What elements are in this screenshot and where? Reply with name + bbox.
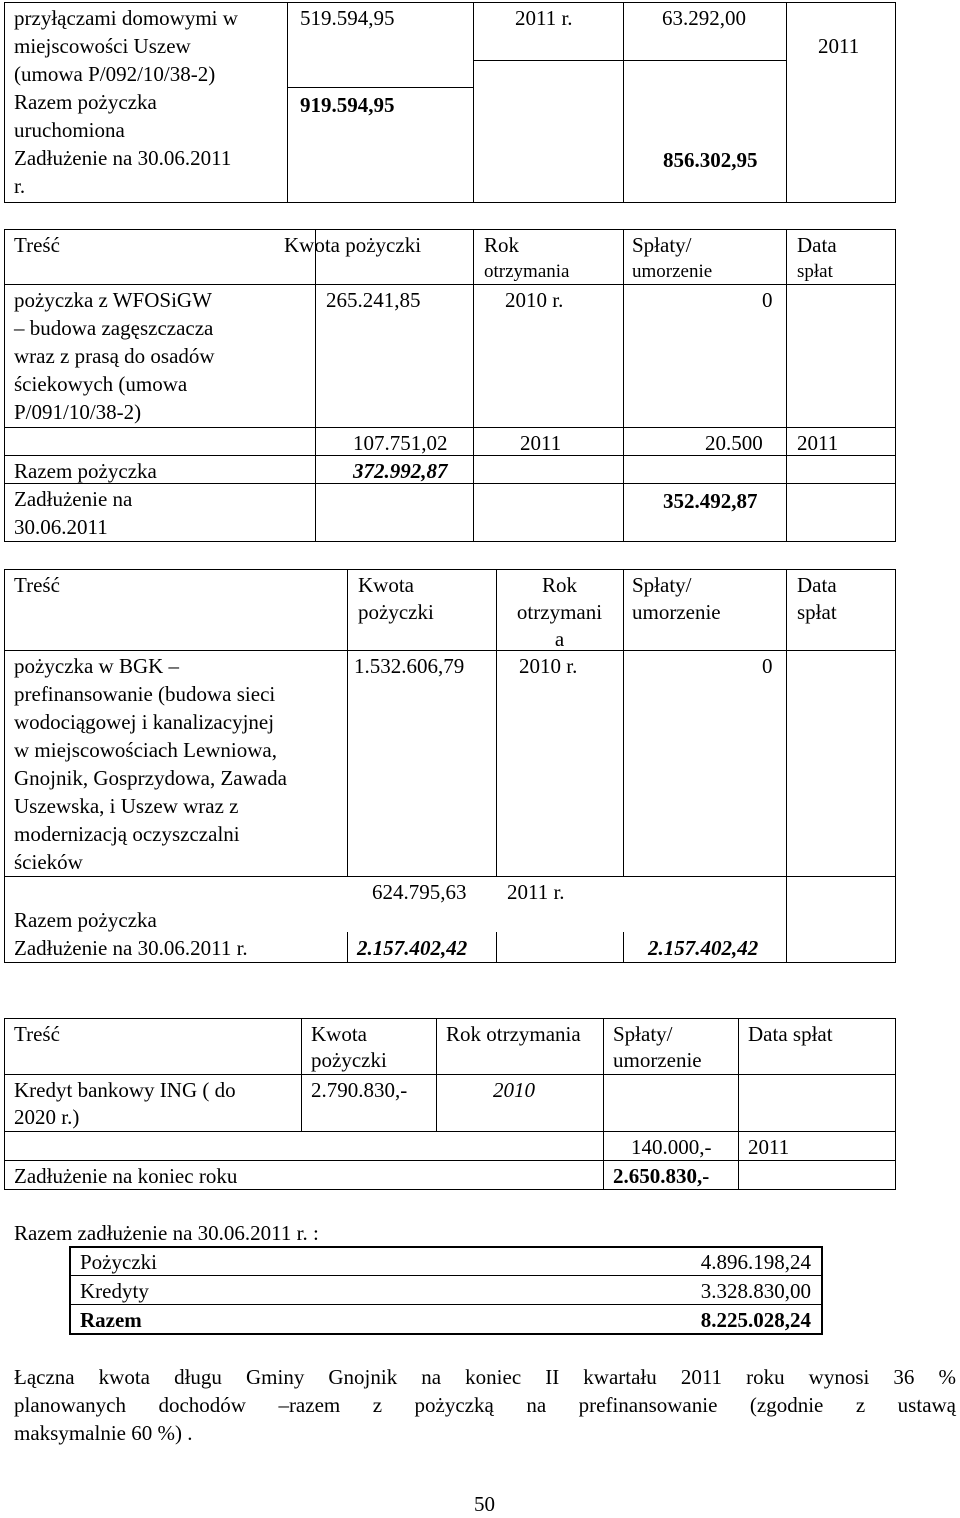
- page-number: 50: [474, 1492, 495, 1516]
- t2-header-splaty: umorzenie: [632, 261, 713, 282]
- t3-year: 2011 r.: [507, 880, 565, 904]
- t4-header-splaty: umorzenie: [613, 1048, 702, 1072]
- t3-label-line: ścieków: [14, 850, 83, 874]
- t1-label-line: Razem pożyczka: [14, 90, 157, 114]
- summary-value: 4.896.198,24: [700, 1250, 811, 1274]
- t3-label-line: Gnojnik, Gosprzydowa, Zawada: [14, 766, 287, 790]
- t1-label-line: r.: [14, 174, 26, 198]
- t2-label-line: ściekowych (umowa: [14, 372, 188, 396]
- t4-debt: 2.650.830,-: [613, 1164, 710, 1188]
- t4-header-kwota: Kwota: [311, 1022, 367, 1046]
- t3-label-line: prefinansowanie (budowa sieci: [14, 682, 276, 706]
- t2-debt-label: Zadłużenie na: [14, 487, 133, 511]
- t4-label: 2020 r.): [14, 1105, 80, 1129]
- t4-debt-label: Zadłużenie na koniec roku: [14, 1164, 238, 1188]
- t2-label-line: – budowa zagęszczacza: [14, 316, 214, 340]
- t1-label-line: przyłączami domowymi w: [14, 6, 238, 30]
- t3-label-line: modernizacją oczyszczalni: [14, 822, 240, 846]
- t4-header-splaty: Spłaty/: [613, 1022, 673, 1046]
- t2-debt-label: 30.06.2011: [14, 515, 108, 539]
- t3-amount: 624.795,63: [372, 880, 467, 904]
- t4-date: 2011: [748, 1135, 790, 1159]
- t2-header-splaty: Spłaty/: [632, 233, 692, 257]
- t1-label-line: uruchomiona: [14, 118, 125, 142]
- t2-date: 2011: [797, 431, 839, 455]
- t2-debt: 352.492,87: [663, 489, 758, 513]
- t3-header-splaty: umorzenie: [632, 600, 721, 624]
- t2-header-rok: Rok: [484, 233, 520, 257]
- t4-header-data: Data spłat: [748, 1022, 833, 1046]
- t3-debt-label: Zadłużenie na 30.06.2011 r.: [14, 936, 248, 960]
- t3-amount: 1.532.606,79: [354, 654, 465, 678]
- t3-header-kwota: pożyczki: [358, 600, 434, 624]
- t2-year: 2011: [520, 431, 562, 455]
- t1-label-line: (umowa P/092/10/38-2): [14, 62, 216, 86]
- t2-label-line: pożyczka z WFOSiGW: [14, 288, 212, 312]
- t2-header-data: Data: [797, 233, 837, 257]
- t3-year: 2010 r.: [519, 654, 578, 678]
- t3-repayment: 0: [762, 654, 773, 678]
- t3-label-line: wodociągowej i kanalizacyjnej: [14, 710, 275, 734]
- summary-label: Kredyty: [80, 1279, 149, 1303]
- summary-label: Pożyczki: [80, 1250, 157, 1274]
- t1-label-line: miejscowości Uszew: [14, 34, 191, 58]
- t1-total: 919.594,95: [300, 93, 395, 117]
- t4-label: Kredyt bankowy ING ( do: [14, 1078, 236, 1102]
- t2-label-line: wraz z prasą do osadów: [14, 344, 215, 368]
- t1-date: 2011: [818, 34, 860, 58]
- t1-year: 2011 r.: [515, 6, 573, 30]
- t2-total-label: Razem pożyczka: [14, 459, 157, 483]
- t3-header-rok: a: [554, 627, 565, 651]
- t2-header-kwota: Kwota pożyczki: [284, 233, 422, 257]
- paragraph-line: Łączna kwota długu Gminy Gnojnik na koniec II kwartału 2011 roku wynosi 36 %: [14, 1365, 956, 1389]
- summary-value: 3.328.830,00: [700, 1279, 811, 1303]
- t2-year: 2010 r.: [505, 288, 564, 312]
- t4-repayment: 140.000,-: [631, 1135, 712, 1159]
- t2-label-line: P/091/10/38-2): [14, 400, 142, 424]
- t3-total: 2.157.402,42: [357, 936, 468, 960]
- summary-label: Razem: [80, 1308, 142, 1332]
- t4-amount: 2.790.830,-: [311, 1078, 408, 1102]
- t2-header-data: spłat: [797, 261, 833, 282]
- t2-header-rok: otrzymania: [484, 261, 570, 282]
- t4-header-rok: Rok otrzymania: [446, 1022, 581, 1046]
- t2-total: 372.992,87: [353, 459, 448, 483]
- t1-repayment: 63.292,00: [662, 6, 746, 30]
- t3-header-rok: otrzymani: [516, 600, 603, 624]
- t3-label-line: w miejscowościach Lewniowa,: [14, 738, 278, 762]
- t3-header-tresc: Treść: [14, 573, 60, 597]
- paragraph-line: planowanych dochodów –razem z pożyczką na prefinansowanie (zgodnie z ustawą: [14, 1393, 956, 1417]
- t4-year: 2010: [493, 1078, 535, 1102]
- t3-header-rok: Rok: [541, 573, 577, 597]
- t1-amount: 519.594,95: [300, 6, 395, 30]
- paragraph: [14, 1363, 956, 1447]
- t4-header-tresc: Treść: [14, 1022, 60, 1046]
- t4-header-kwota: pożyczki: [311, 1048, 387, 1072]
- t3-header-data: Data: [797, 573, 837, 597]
- t3-label-line: pożyczka w BGK –: [14, 654, 180, 678]
- paragraph-line: maksymalnie 60 %) .: [14, 1421, 193, 1445]
- summary-value: 8.225.028,24: [700, 1308, 811, 1332]
- t2-amount: 107.751,02: [353, 431, 448, 455]
- t3-label-line: Uszewska, i Uszew wraz z: [14, 794, 239, 818]
- t3-header-splaty: Spłaty/: [632, 573, 692, 597]
- t2-header-tresc: Treść: [14, 233, 60, 257]
- t2-repayment: 20.500: [705, 431, 763, 455]
- t3-total-label: Razem pożyczka: [14, 908, 157, 932]
- summary-heading: Razem zadłużenie na 30.06.2011 r. :: [14, 1221, 319, 1245]
- t3-header-data: spłat: [797, 600, 837, 624]
- t3-header-kwota: Kwota: [358, 573, 414, 597]
- t2-repayment: 0: [762, 288, 773, 312]
- t3-debt: 2.157.402,42: [648, 936, 759, 960]
- t1-label-line: Zadłużenie na 30.06.2011: [14, 146, 232, 170]
- t1-debt: 856.302,95: [663, 148, 758, 172]
- t2-amount: 265.241,85: [326, 288, 421, 312]
